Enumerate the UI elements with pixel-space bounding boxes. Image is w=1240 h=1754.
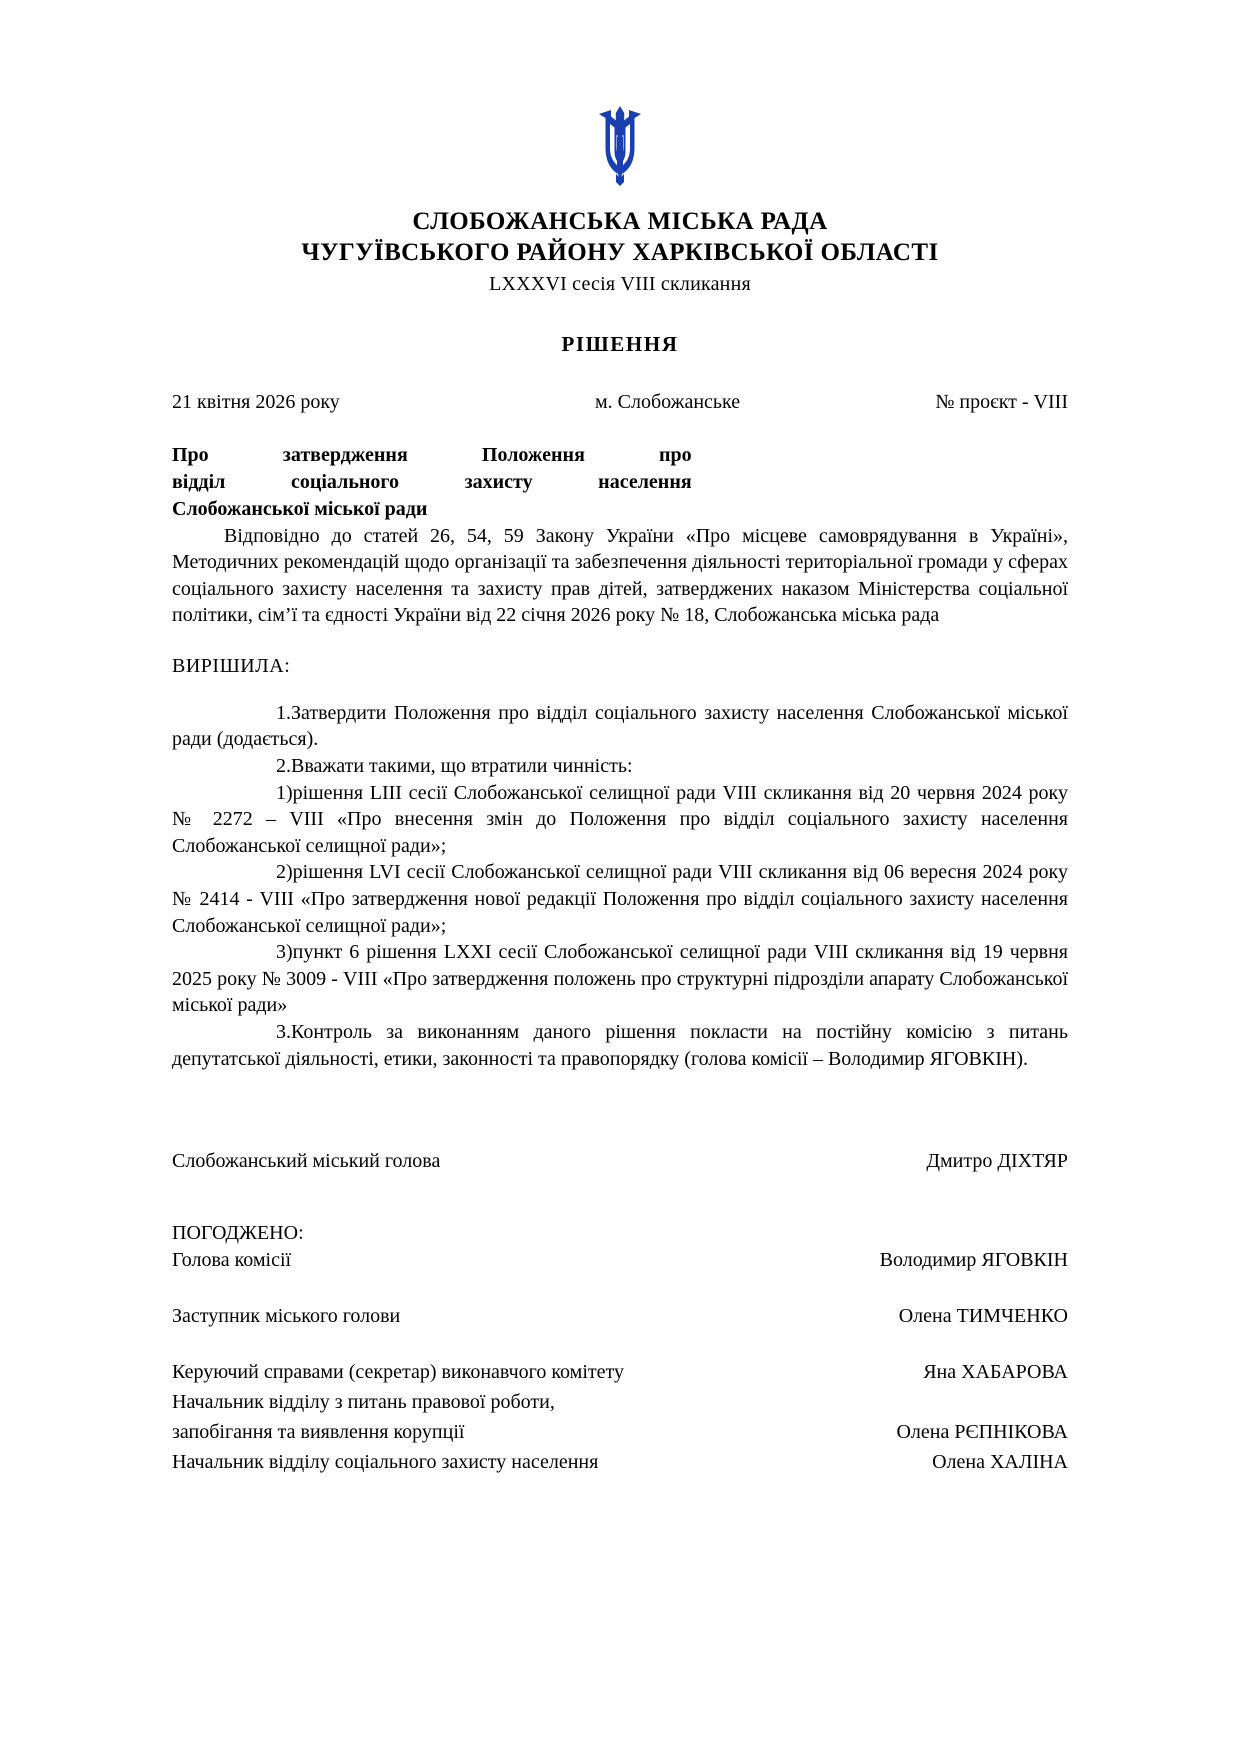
decision-item <box>172 859 1068 939</box>
signature-row <box>172 1245 1068 1275</box>
title-line-2: відділ соціального захисту населення <box>172 470 692 493</box>
decision-item <box>172 939 1068 1019</box>
item-number: 1. <box>276 701 291 724</box>
signatory-name: Олена ХАЛІНА <box>932 1451 1068 1474</box>
decision-item <box>172 780 1068 860</box>
ukrainian-trident-emblem <box>172 104 1068 188</box>
signatory-name: Володимир ЯГОВКІН <box>879 1249 1068 1272</box>
signatory-position: Начальник відділу з питань правової роботи, <box>172 1391 555 1414</box>
decision-item <box>172 1019 1068 1072</box>
decision-item <box>172 753 1068 780</box>
document-type-title: РІШЕННЯ <box>561 331 679 356</box>
item-text: рішення LIII сесії Слобожанської селищної ради VIII скликання від 20 червня 2024 року № 2272 – VIII «Про внесення змін до Положення про відділ соціального захисту населення Слобожанської селищної ради»; <box>172 781 1068 857</box>
item-number: 2. <box>276 755 291 778</box>
document-number: № проєкт - VIII <box>935 390 1068 413</box>
signatory-position: Заступник міського голови <box>172 1305 401 1328</box>
document-subject-title <box>172 442 692 523</box>
organization-line-2: ЧУГУЇВСЬКОГО РАЙОНУ ХАРКІВСЬКОЇ ОБЛАСТІ <box>301 239 939 267</box>
signatory-position: запобігання та виявлення корупції <box>172 1421 465 1444</box>
signature-block <box>172 1146 1068 1477</box>
item-text: рішення LVI сесії Слобожанської селищної ради VIII скликання від 06 вересня 2024 року № 2414 - VIII «Про затвердження нової редакції Положення про відділ соціального захисту населення Слобожанської селищної ради»; <box>172 861 1068 937</box>
signatory-name: Яна ХАБАРОВА <box>923 1361 1068 1384</box>
signatory-name: Олена РЄПНІКОВА <box>896 1421 1068 1444</box>
preamble-paragraph: Відповідно до статей 26, 54, 59 Закону України «Про місцеве самоврядування в Україні», Методичних рекомендацій щодо організації та забезпечення діяльності територіальної громади у сферах соціального захисту населення та захисту прав дітей, затверджених наказом Міністерства соціальної політики, сім’ї та єдності України від 22 січня 2026 року № 18, Слобожанська міська рада <box>172 524 1068 627</box>
signatory-position: Керуючий справами (секретар) виконавчого комітету <box>172 1361 624 1384</box>
item-text: Затвердити Положення про відділ соціального захисту населення Слобожанської міської ради (додається). <box>172 701 1068 751</box>
signature-row <box>172 1301 1068 1331</box>
approved-label: ПОГОДЖЕНО: <box>172 1222 304 1245</box>
item-text: пункт 6 рішення LXXI сесії Слобожанської селищної ради VIII скликання від 19 червня 2025 року № 3009 - VIII «Про затвердження положень про структурні підрозділи апарату Слобожанської міської ради» <box>172 941 1068 1017</box>
signature-row <box>172 1417 1068 1447</box>
decision-items <box>172 700 1068 1072</box>
decision-item <box>172 700 1068 753</box>
decided-label: ВИРІШИЛА: <box>172 654 291 677</box>
item-number: 2) <box>276 861 293 884</box>
signatory-name: Дмитро ДІХТЯР <box>926 1150 1068 1173</box>
document-date: 21 квітня 2026 року <box>172 390 340 413</box>
signature-row <box>172 1447 1068 1477</box>
signature-row <box>172 1387 1068 1417</box>
item-number: 1) <box>276 781 293 804</box>
organization-line-1: СЛОБОЖАНСЬКА МІСЬКА РАДА <box>412 208 828 235</box>
signatory-position: Голова комісії <box>172 1249 292 1272</box>
signature-row <box>172 1357 1068 1387</box>
document-header <box>172 206 1068 296</box>
signature-row-head <box>172 1146 1068 1176</box>
item-number: 3. <box>276 1021 291 1043</box>
signatory-name: Олена ТИМЧЕНКО <box>898 1305 1068 1328</box>
document-meta-row <box>172 391 1068 414</box>
item-text: Вважати такими, що втратили чинність: <box>291 755 633 778</box>
item-text: Контроль за виконанням даного рішення покласти на постійну комісію з питань депутатської діяльності, етики, законності та правопорядку (голова комісії – Володимир ЯГОВКІН). <box>172 1021 1068 1070</box>
document-place: м. Слобожанське <box>594 390 741 413</box>
signatory-position: Начальник відділу соціального захисту населення <box>172 1451 599 1474</box>
session-line: LXXXVI сесія VIII скликання <box>489 272 751 295</box>
title-line-3: Слобожанської міської ради <box>172 497 428 520</box>
title-line-1: Про затвердження Положення про <box>172 443 692 466</box>
item-number: 3) <box>276 941 293 964</box>
signatory-position: Слобожанський міський голова <box>172 1150 441 1173</box>
